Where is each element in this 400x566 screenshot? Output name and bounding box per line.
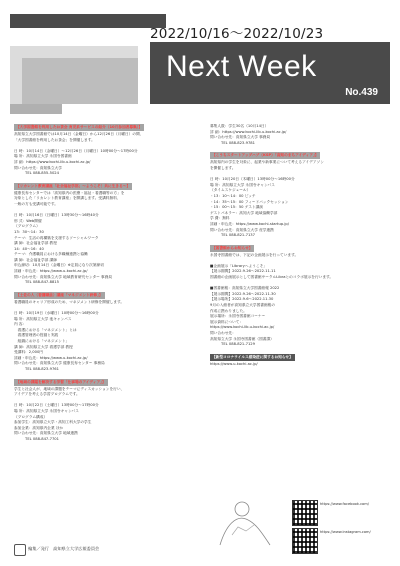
section-line: 健康長寿センターでは「高知県内の医療・福祉・看護職等の方」を [14,190,125,195]
section-line: 【展示期間】2022.9.26～2022.11.11 [210,269,276,274]
section-line: 看護管理者の役割と実践 [14,333,59,338]
section-line: 対象とした「リカレント教育講座」を開講します。受講料無料、 [14,196,121,201]
section-line: 参加学生：高知県立大学・高知工科大学の学生 [14,420,92,425]
article-section [210,124,390,146]
section-line: 【展示場所】2022.9.6～2022.11.30 [210,297,274,302]
section-line: 問い合わせ先：高知県立大学 地域連携 [14,431,78,436]
section-line: 9月の入館者が高知県立大学図書館報の [210,303,276,308]
section-line: （プログラム構成） [14,414,48,419]
publisher-text: 編集／発行 高知県立大学広報委員会 [28,546,100,551]
section-line: 場 所：高知県立大学 永国寺キャンパス [14,408,79,413]
section-link[interactable]: 詳 細：https://www.kochi-lib.u-kochi.ac.jp/ [14,159,91,164]
section-line: TEL 088-823-9761 [14,366,59,371]
section-line: アイデアを考える学習プログラムです。 [14,392,80,397]
section-line: 一般の方も受講可能です。 [14,201,58,206]
section-line: 申込締切：10月14日（金曜日）※定員になり次第締切 [14,263,104,268]
article-section [14,183,196,286]
section-link[interactable]: 詳細・申込先：https://www.u-kochi.ac.jp/ [14,355,88,360]
section-line: 問い合わせ先： [210,331,236,335]
header-deco-small [10,104,62,114]
article-section [14,124,196,177]
section-line: ・13：10～14：00 ピッチ [210,193,256,198]
section-line: 形 式：Web開催 [14,218,42,223]
section-line: （タイムスケジュール） [210,188,251,193]
section-line: TEL 088-821-7129 [210,342,255,347]
facebook-link[interactable]: https://www.facebook.com/ [320,502,369,506]
instagram-link[interactable]: https://www.instagram.com/ [320,530,371,534]
article-section [210,354,390,368]
section-heading: 【図書館からお知らせ】 [212,245,253,250]
section-line: 日 時：10月14日（金曜日）～12月26日（月曜日）10時00分～17時00分 [14,148,138,153]
section-line: 問い合わせ先：高知県立大学 [14,165,62,170]
section-heading: 【大学図書館を利用したお茶会 育児系サービスの紹介（10月参加者募集）】 [16,125,143,129]
sketch-illustration [212,495,276,553]
section-heading: 【リカレント教育講座「社会福祉学部」～ようこそ！共に生きる～】 [16,183,131,188]
section-line: TEL 088-823-9781 [210,140,255,145]
section-link[interactable]: https://www.u-kochi.ac.jp/ [210,361,258,366]
section-link[interactable]: 詳細・申込先：https://www.u-kochi.ac.jp/ [14,269,88,274]
section-line: 受講料：2,000円 [14,350,43,355]
section-line: ■図書館報：高知県立大学図書館報 2022 [210,286,280,291]
article-section [210,245,390,348]
section-line: ・15：00～15：50 ゲスト講演 [210,205,263,210]
section-line: 高知県立大学 永国寺図書館（図書課） [210,336,274,341]
section-line: （プログラム） [14,224,40,229]
section-line: 14：40～16：40 [14,246,44,251]
qr-code-instagram [292,528,318,554]
section-line: TEL 088-847-7701 [14,436,59,441]
section-line: 問い合わせ先：高知県立大学 地域教育研究センター 事務局 [14,274,113,279]
section-line: ゲストパネラー：高知大学 地域協働学部 [210,210,278,215]
section-line: 日 時：10月22日（土曜日）13時00分～17時00分 [14,403,99,408]
header-deco-medium [22,58,138,104]
section-line: 高知県立大学図書館では10月14日（金曜日）から12月26日（月曜日）の間、 [14,132,144,136]
section-line: 内 容： [14,322,27,327]
section-line: 参加企業：高知県内企業 ほか [14,425,64,430]
section-line: 展示資料について： [210,319,244,324]
section-line: 看護における「マネジメント」とは [14,327,77,332]
issue-number: No.439 [345,87,378,98]
date-range: 2022/10/16～2022/10/23 [150,26,324,42]
section-heading: 【地域の課題を解決する学習「仕事場のアイディア」】 [16,379,106,384]
section-line: 場 所：高知県立大学 永国寺図書館 [14,154,72,159]
section-heading: 【新型コロナウイルス感染症に関するお知らせ】 [212,354,293,359]
section-line: 看護職員のキャリア形成のため、マネジメント研修を開催します。 [14,299,125,304]
qr-code-facebook [292,500,318,526]
section-line: 学生と社会人が、地域の課題をテーマにディスカッションを行い、 [14,386,125,391]
publisher-logo [14,544,26,556]
section-line: 日 時：10月16日（日曜日）13時30分～16時40分 [14,213,99,218]
section-line: 永国寺図書館では、下記の企画展示を行っています。 [210,252,299,257]
section-line: ・14：35～15：00 フィードバックセッション [210,199,289,204]
section-line: テーマ：生活の再構築を支援するソーシャルワーク [14,235,99,240]
section-line: 「大学図書館を利用したお茶会」を開催します。 [14,137,95,142]
section-line: 募集人数：学生30名（10月14日） [210,124,269,128]
section-line: テーマ：介護職員における多職種連携と協働 [14,252,88,257]
newsletter-title: Next Week [166,50,317,83]
article-section [210,152,390,238]
title-band [150,42,390,104]
article-section [14,292,196,373]
right-column [210,124,390,373]
header-top-bar [10,14,166,28]
section-line: 場 所：高知県立大学 永国寺キャンパス [210,182,275,187]
section-line: 高知県内の学生を対象に、起業や新事業について考えるアイデアソン [210,160,324,165]
section-line: 日 時：10月20日（木曜日）13時00分～16時00分 [210,177,295,182]
section-line: TEL 088-855-5024 [14,171,59,176]
section-heading: 【土佐の人（看護職員）講座「マネジメント研修」】 [16,292,103,297]
section-line: TEL 088-821-7137 [210,233,255,238]
section-line: 13：30～14：30 [14,229,44,234]
section-link[interactable]: 詳 細：https://www.kochi-lib.u-kochi.ac.jp/ [210,129,287,134]
section-link[interactable]: 詳細・申込先：https://www.kochi-startup.jp/ [210,221,289,226]
section-line: 場 所：高知県立大学 池キャンパス [14,316,72,321]
section-line: TEL 088-847-8815 [14,280,59,285]
section-line: を開催します。 [210,165,236,170]
section-line: 問い合わせ先：高知県立大学 産学連携 [210,227,274,232]
section-line: 図書館の企画展示として図書館サークルLibraとのコラボ展示を行います。 [210,275,334,280]
section-heading: 【こうちスタートアップハブ（KSP）「高知のまちアイディア」】 [212,153,319,158]
section-line: 学 費：無料 [210,216,230,221]
section-line: 問い合わせ先：高知県立大学 健康長寿センター 事務局 [14,361,105,366]
section-line: ■企画展示「Libraryへようこそ」 [210,263,267,268]
section-line: 展示場所：永国寺図書館コーナー [210,314,266,319]
section-line: 問い合わせ先：高知県立大学 事務局 [210,135,271,140]
section-line: 講 師：高知県立大学 看護学部 教授 [14,344,73,349]
left-column [14,124,196,449]
section-line: 講 師：社会福祉学部 教授 [14,241,57,246]
section-line: 【展示期間】2022.9.26～2022.11.30 [210,291,276,296]
section-link[interactable]: https://www.kochi-lib.u-kochi.ac.jp/ [210,325,275,330]
section-line: 講 師：社会福祉学部 講師 [14,257,57,262]
section-line: 組織における「マネジメント」 [14,339,70,343]
section-line: 作成に携わりました。 [210,308,247,313]
section-line: 日 時：10月19日（水曜日）10時00分～16時00分 [14,311,99,316]
article-section [14,379,196,443]
